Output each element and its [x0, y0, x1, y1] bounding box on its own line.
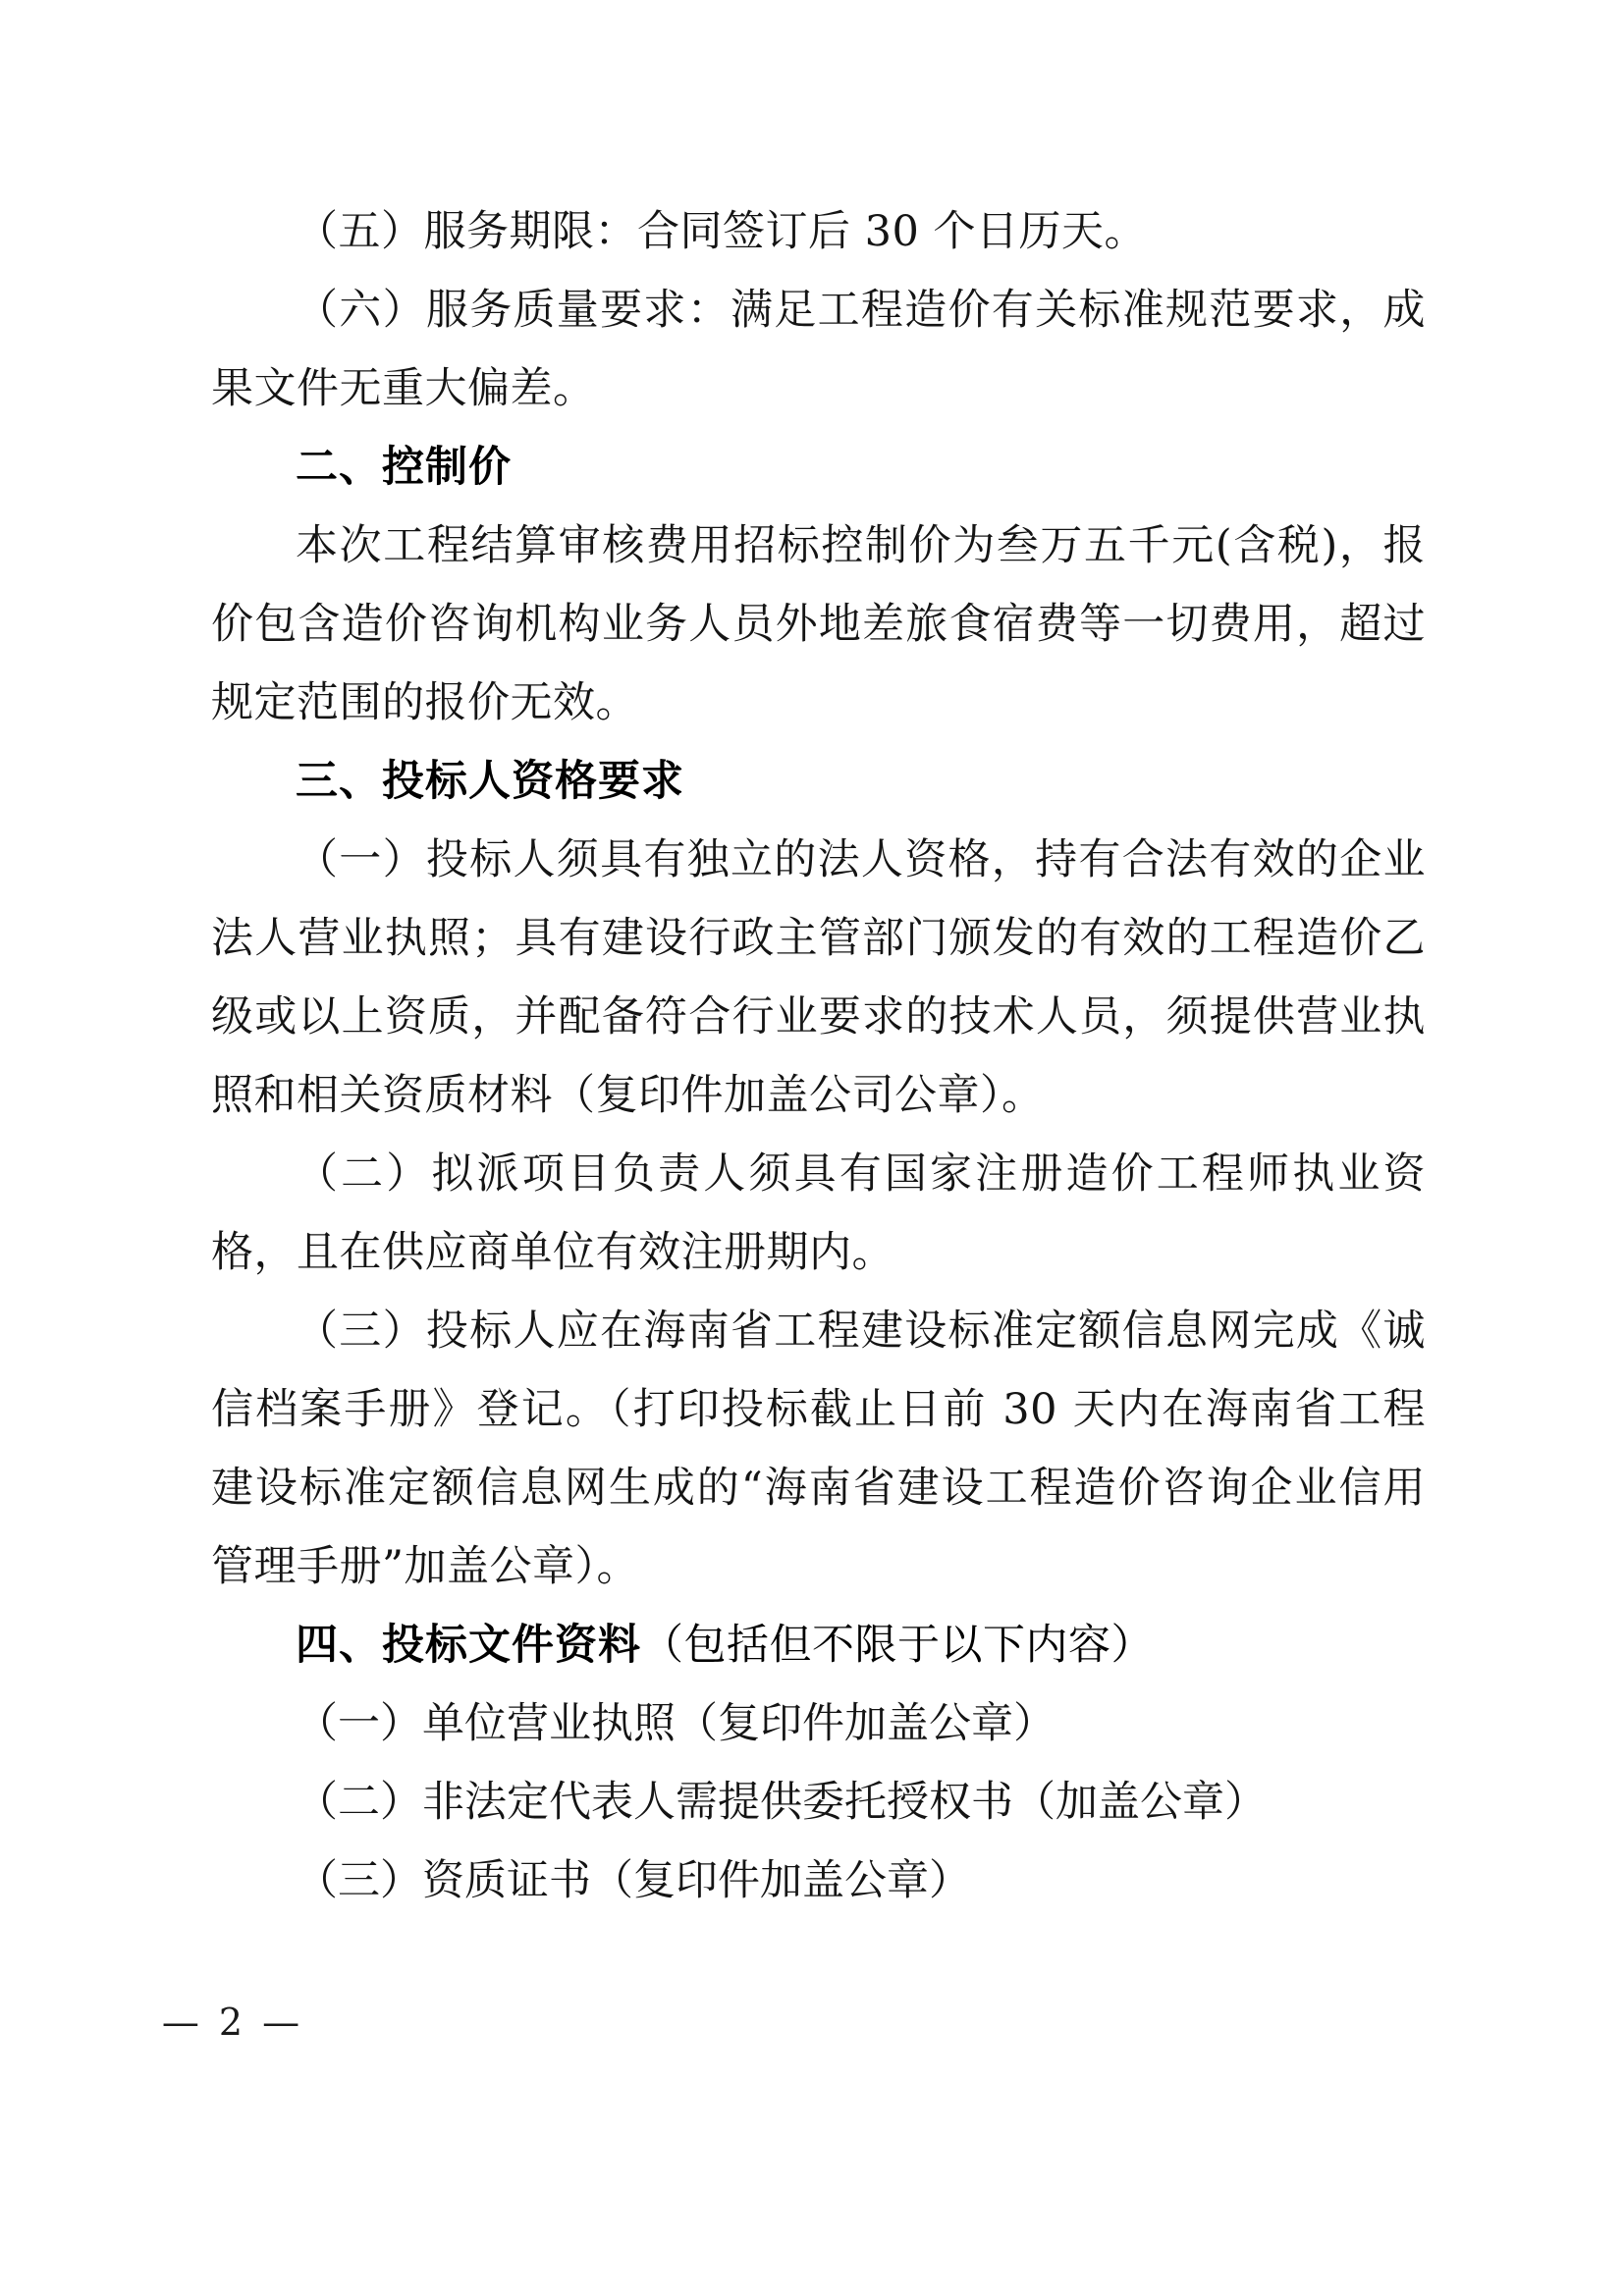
heading-bidder-qualification-text: 三、投标人资格要求	[296, 757, 684, 806]
document-body	[211, 192, 1426, 1920]
item-authorization-letter: （二）非法定代表人需提供委托授权书（加盖公章）	[296, 1778, 1267, 1827]
heading-bidder-qualification	[211, 742, 1426, 821]
item-business-license: （一）单位营业执照（复印件加盖公章）	[296, 1699, 1056, 1748]
page-number: — 2 —	[161, 2001, 304, 2044]
paragraph-qualification-3: （三）投标人应在海南省工程建设标准定额信息网完成《诚信档案手册》登记。（打印投标截止日前 30 天内在海南省工程建设标准定额信息网生成的“海南省建设工程造价咨询企业信用管理手册”加盖公章）。	[211, 1307, 1426, 1591]
paragraph-service-period: （五）服务期限：合同签订后 30 个日历天。	[296, 207, 1148, 256]
heading-bid-documents	[211, 1606, 1426, 1684]
heading-bid-documents-text: 四、投标文件资料	[296, 1621, 641, 1670]
paragraph-qualification-1: （一）投标人须具有独立的法人资格，持有合法有效的企业法人营业执照；具有建设行政主管部门颁发的有效的工程造价乙级或以上资质，并配备符合行业要求的技术人员，须提供营业执照和相关资质材料（复印件加盖公司公章）。	[211, 835, 1426, 1120]
page-footer	[0, 1999, 1624, 2046]
heading-control-price-text: 二、控制价	[296, 443, 512, 492]
item-qualification-certificate: （三）资质证书（复印件加盖公章）	[296, 1856, 971, 1905]
paragraph-qualification-2: （二）拟派项目负责人须具有国家注册造价工程师执业资格，且在供应商单位有效注册期内。	[211, 1149, 1426, 1277]
paragraph-service-quality: （六）服务质量要求：满足工程造价有关标准规范要求，成果文件无重大偏差。	[211, 286, 1426, 413]
paragraph-control-price-body: 本次工程结算审核费用招标控制价为叁万五千元(含税)，报价包含造价咨询机构业务人员外地差旅食宿费等一切费用，超过规定范围的报价无效。	[211, 521, 1426, 727]
heading-control-price	[211, 428, 1426, 507]
heading-bid-documents-note: （包括但不限于以下内容）	[641, 1621, 1154, 1670]
